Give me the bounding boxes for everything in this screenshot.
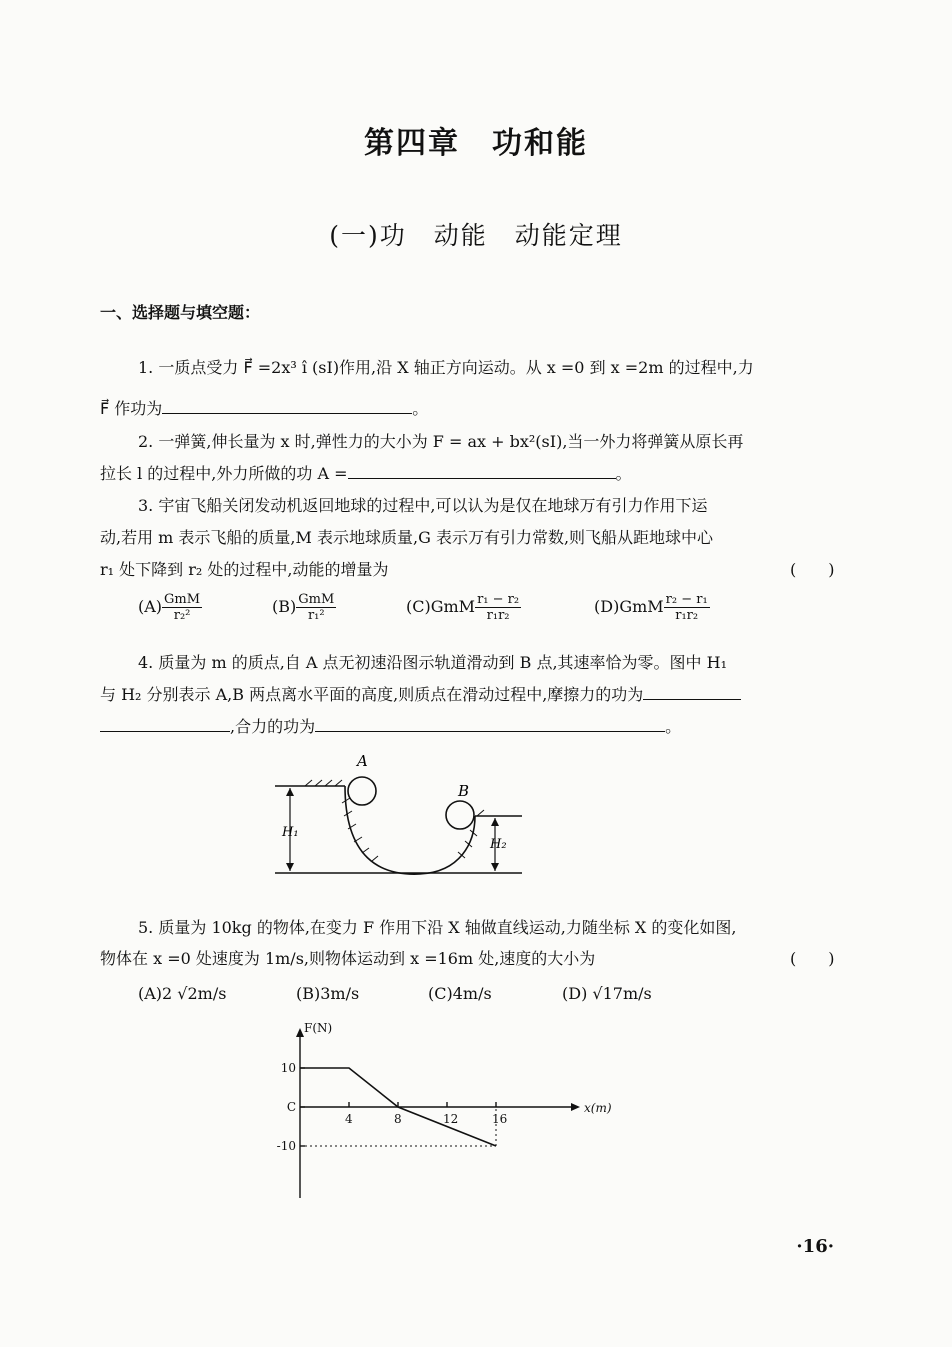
y-tick-label-0: 10 [280, 1061, 296, 1075]
q2-line2-end: 。 [615, 464, 632, 483]
label-b: B [458, 782, 470, 800]
q3-option-c[interactable] [406, 592, 521, 623]
q2-line2 [100, 461, 632, 484]
q3-option-d-label: (D)GmM [594, 597, 664, 616]
part-heading: 一、选择题与填空题： [100, 303, 261, 322]
x-tick-label-16: 16 [492, 1112, 508, 1126]
chapter-title: 第四章 功和能 [364, 126, 588, 161]
q4-line2-text: 与 H₂ 分别表示 A,B 两点离水平面的高度,则质点在滑动过程中,摩擦力的功为 [100, 685, 644, 704]
q3-option-d[interactable] [594, 592, 710, 623]
q1-line2 [100, 396, 428, 419]
x-tick-label-8: 8 [394, 1112, 402, 1126]
q3-option-a-label: (A) [138, 597, 163, 616]
q2-line2-text: 拉长 l 的过程中,外力所做的功 A = [100, 464, 348, 483]
ball-a [348, 777, 376, 805]
q3-answer-paren[interactable]: ( ) [790, 560, 835, 579]
q3-option-b-num: GmM [298, 592, 335, 607]
section-title: (一)功 动能 动能定理 [329, 221, 623, 250]
q4-line3-text: ,合力的功为 [230, 717, 316, 736]
q3-option-d-fraction [664, 592, 710, 623]
label-a: A [357, 752, 368, 770]
q4-friction-blank-a[interactable] [643, 698, 741, 700]
q1-line1: 1. 一质点受力 F⃗ =2x³ î (sI)作用,沿 X 轴正方向运动。从 x =0 到 x =2m 的过程中,力 [138, 358, 754, 377]
y-axis-arrow [296, 1028, 304, 1037]
q4-net-work-blank[interactable] [315, 730, 665, 732]
q5-option-c[interactable]: (C)4m/s [428, 984, 492, 1003]
q3-option-c-den: r₁r₂ [486, 608, 510, 623]
q5-line2: 物体在 x =0 处速度为 1m/s,则物体运动到 x =16m 处,速度的大小为 [100, 949, 596, 968]
ball-b [446, 801, 474, 829]
x-tick-label-4: 4 [345, 1112, 353, 1126]
q3-line1: 3. 宇宙飞船关闭发动机返回地球的过程中,可以认为是仅在地球万有引力作用下运 [138, 496, 708, 515]
y-axis-label: F(N) [304, 1021, 333, 1035]
page-number: ·16· [796, 1236, 834, 1257]
x-tick-label-12: 12 [443, 1112, 459, 1126]
q3-option-a-num: GmM [164, 592, 201, 607]
y-tick-label-1: C [286, 1100, 296, 1114]
q5-option-b[interactable]: (B)3m/s [296, 984, 360, 1003]
q4-line3-end: 。 [665, 717, 682, 736]
q1-line2-end: 。 [412, 399, 429, 418]
q3-line2: 动,若用 m 表示飞船的质量,M 表示地球质量,G 表示万有引力常数,则飞船从距地球中心 [100, 528, 714, 547]
track-diagram [260, 748, 560, 883]
q3-option-b[interactable] [272, 592, 336, 623]
q5-answer-paren[interactable]: ( ) [790, 949, 835, 968]
q4-line1: 4. 质量为 m 的质点,自 A 点无初速沿图示轨道滑动到 B 点,其速率恰为零。图中 H₁ [138, 653, 727, 672]
q3-option-b-fraction [296, 592, 336, 623]
q5-line1: 5. 质量为 10kg 的物体,在变力 F 作用下沿 X 轴做直线运动,力随坐标 X 的变化如图, [138, 918, 737, 937]
q3-option-d-den: r₁r₂ [675, 608, 699, 623]
q5-option-d[interactable]: (D) √17m/s [562, 984, 652, 1003]
q3-option-b-den: r₁² [307, 608, 325, 623]
q3-option-a[interactable] [138, 592, 202, 623]
q4-friction-blank-b[interactable] [100, 730, 230, 732]
q3-option-a-fraction [162, 592, 202, 623]
y-tick-label-2: -10 [276, 1139, 296, 1153]
x-axis-arrow [571, 1103, 580, 1111]
q2-answer-blank[interactable] [348, 477, 616, 479]
q3-option-d-num: r₂ − r₁ [665, 592, 708, 607]
force-position-chart [260, 1020, 630, 1205]
q1-answer-blank[interactable] [162, 412, 412, 414]
q3-option-c-fraction [475, 592, 521, 623]
x-axis-label: x(m) [584, 1101, 612, 1115]
q2-line1: 2. 一弹簧,伸长量为 x 时,弹性力的大小为 F = ax + bx²(sI),当一外力将弹簧从原长再 [138, 432, 744, 451]
q3-option-a-den: r₂² [173, 608, 191, 623]
label-h2: H₂ [490, 837, 507, 852]
label-h1: H₁ [282, 825, 299, 840]
q4-line3 [100, 714, 681, 737]
q3-option-b-label: (B) [272, 597, 297, 616]
q1-line2-text: F⃗ 作功为 [100, 399, 163, 418]
q5-option-a[interactable]: (A)2 √2m/s [138, 984, 227, 1003]
q4-line2 [100, 682, 741, 705]
q3-line3: r₁ 处下降到 r₂ 处的过程中,动能的增量为 [100, 560, 389, 579]
q3-option-c-num: r₁ − r₂ [477, 592, 520, 607]
q3-option-c-label: (C)GmM [406, 597, 476, 616]
